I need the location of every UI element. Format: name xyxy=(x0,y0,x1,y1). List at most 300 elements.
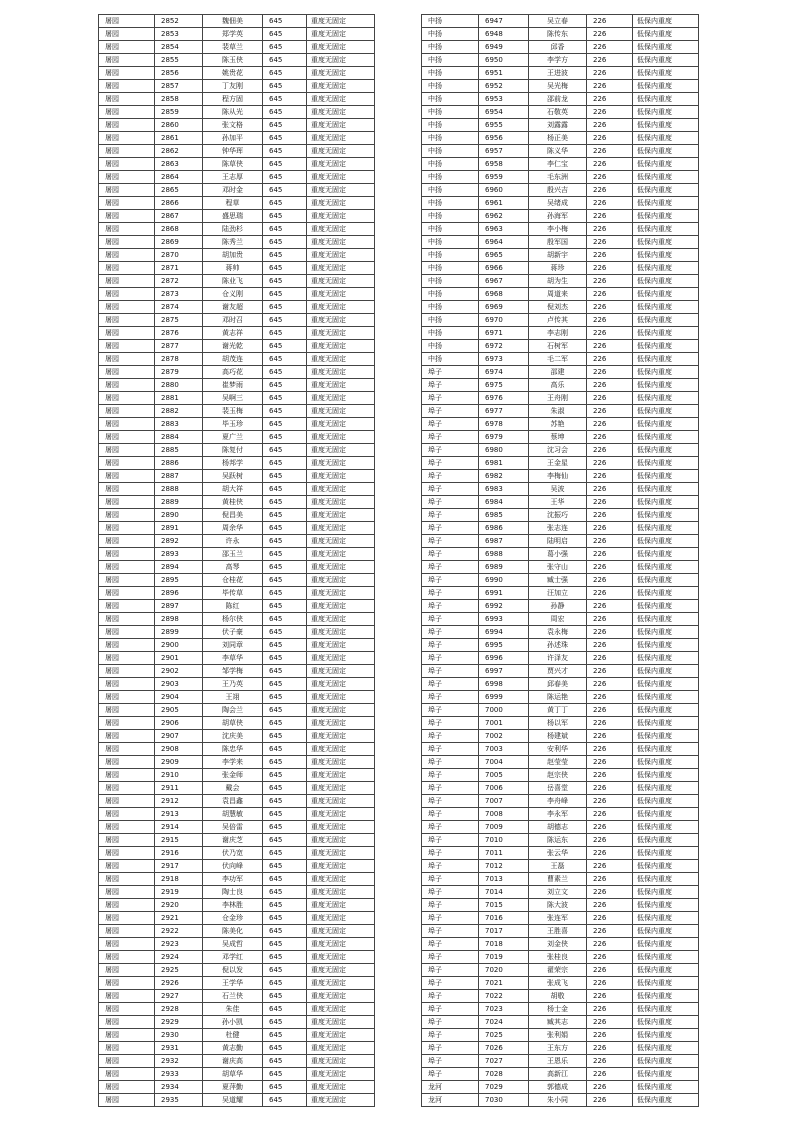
serial-number-cell: 6995 xyxy=(479,639,529,652)
serial-number-cell: 7021 xyxy=(479,977,529,990)
table-row xyxy=(99,626,375,639)
town-cell: 屠园 xyxy=(99,691,155,704)
serial-number-cell: 2885 xyxy=(155,444,203,457)
name-cell: 陶士良 xyxy=(203,886,263,899)
town-cell: 埠子 xyxy=(422,912,479,925)
name-cell: 臧士强 xyxy=(529,574,587,587)
amount-cell: 645 xyxy=(263,652,307,665)
town-cell: 埠子 xyxy=(422,678,479,691)
town-cell: 埠子 xyxy=(422,964,479,977)
serial-number-cell: 2929 xyxy=(155,1016,203,1029)
serial-number-cell: 2934 xyxy=(155,1081,203,1094)
amount-cell: 226 xyxy=(587,574,633,587)
town-cell: 埠子 xyxy=(422,1016,479,1029)
serial-number-cell: 2895 xyxy=(155,574,203,587)
category-cell: 低保内重度 xyxy=(633,379,699,392)
name-cell: 陆明启 xyxy=(529,535,587,548)
category-cell: 重度无固定 xyxy=(307,665,375,678)
serial-number-cell: 7012 xyxy=(479,860,529,873)
town-cell: 屠园 xyxy=(99,314,155,327)
table-row xyxy=(422,366,699,379)
serial-number-cell: 2931 xyxy=(155,1042,203,1055)
serial-number-cell: 2908 xyxy=(155,743,203,756)
table-row xyxy=(422,808,699,821)
table-row xyxy=(422,561,699,574)
name-cell: 邓学红 xyxy=(203,951,263,964)
amount-cell: 645 xyxy=(263,756,307,769)
serial-number-cell: 7014 xyxy=(479,886,529,899)
table-row xyxy=(422,613,699,626)
table-row xyxy=(99,249,375,262)
name-cell: 葛小强 xyxy=(529,548,587,561)
category-cell: 低保内重度 xyxy=(633,1055,699,1068)
name-cell: 朱淑 xyxy=(529,405,587,418)
category-cell: 低保内重度 xyxy=(633,600,699,613)
name-cell: 沈振巧 xyxy=(529,509,587,522)
name-cell: 孙小凯 xyxy=(203,1016,263,1029)
table-row xyxy=(422,54,699,67)
name-cell: 杨以军 xyxy=(529,717,587,730)
serial-number-cell: 2864 xyxy=(155,171,203,184)
category-cell: 重度无固定 xyxy=(307,15,375,28)
amount-cell: 226 xyxy=(587,561,633,574)
amount-cell: 226 xyxy=(587,431,633,444)
category-cell: 低保内重度 xyxy=(633,1081,699,1094)
name-cell: 谢友超 xyxy=(203,301,263,314)
serial-number-cell: 2870 xyxy=(155,249,203,262)
category-cell: 重度无固定 xyxy=(307,938,375,951)
amount-cell: 226 xyxy=(587,67,633,80)
category-cell: 重度无固定 xyxy=(307,704,375,717)
town-cell: 中扬 xyxy=(422,353,479,366)
town-cell: 屠园 xyxy=(99,249,155,262)
category-cell: 重度无固定 xyxy=(307,834,375,847)
serial-number-cell: 2882 xyxy=(155,405,203,418)
table-row xyxy=(422,1094,699,1107)
town-cell: 屠园 xyxy=(99,704,155,717)
amount-cell: 645 xyxy=(263,665,307,678)
serial-number-cell: 6987 xyxy=(479,535,529,548)
serial-number-cell: 6956 xyxy=(479,132,529,145)
category-cell: 低保内重度 xyxy=(633,353,699,366)
town-cell: 屠园 xyxy=(99,574,155,587)
name-cell: 王胜喜 xyxy=(529,925,587,938)
table-row xyxy=(99,613,375,626)
category-cell: 低保内重度 xyxy=(633,691,699,704)
category-cell: 低保内重度 xyxy=(633,886,699,899)
amount-cell: 645 xyxy=(263,782,307,795)
amount-cell: 226 xyxy=(587,873,633,886)
town-cell: 屠园 xyxy=(99,119,155,132)
name-cell: 胡草侠 xyxy=(203,717,263,730)
town-cell: 埠子 xyxy=(422,431,479,444)
roster-table-right xyxy=(421,14,699,1107)
serial-number-cell: 2900 xyxy=(155,639,203,652)
serial-number-cell: 2854 xyxy=(155,41,203,54)
category-cell: 重度无固定 xyxy=(307,197,375,210)
serial-number-cell: 6990 xyxy=(479,574,529,587)
category-cell: 低保内重度 xyxy=(633,535,699,548)
table-row xyxy=(99,769,375,782)
name-cell: 王恩乐 xyxy=(529,1055,587,1068)
category-cell: 低保内重度 xyxy=(633,275,699,288)
town-cell: 埠子 xyxy=(422,1042,479,1055)
category-cell: 重度无固定 xyxy=(307,1029,375,1042)
name-cell: 安利华 xyxy=(529,743,587,756)
amount-cell: 645 xyxy=(263,1094,307,1107)
name-cell: 汪加立 xyxy=(529,587,587,600)
name-cell: 石敬英 xyxy=(529,106,587,119)
serial-number-cell: 6989 xyxy=(479,561,529,574)
amount-cell: 645 xyxy=(263,535,307,548)
serial-number-cell: 2894 xyxy=(155,561,203,574)
table-row xyxy=(99,925,375,938)
category-cell: 低保内重度 xyxy=(633,327,699,340)
table-row xyxy=(99,899,375,912)
name-cell: 伏乃宽 xyxy=(203,847,263,860)
category-cell: 重度无固定 xyxy=(307,106,375,119)
category-cell: 低保内重度 xyxy=(633,1042,699,1055)
category-cell: 重度无固定 xyxy=(307,262,375,275)
serial-number-cell: 7010 xyxy=(479,834,529,847)
amount-cell: 645 xyxy=(263,496,307,509)
town-cell: 屠园 xyxy=(99,509,155,522)
serial-number-cell: 2910 xyxy=(155,769,203,782)
name-cell: 高巧花 xyxy=(203,366,263,379)
category-cell: 低保内重度 xyxy=(633,743,699,756)
table-row xyxy=(99,418,375,431)
town-cell: 中扬 xyxy=(422,41,479,54)
name-cell: 石树军 xyxy=(529,340,587,353)
town-cell: 屠园 xyxy=(99,418,155,431)
table-row xyxy=(422,652,699,665)
table-row xyxy=(99,340,375,353)
category-cell: 重度无固定 xyxy=(307,1016,375,1029)
name-cell: 蔡坤 xyxy=(529,431,587,444)
serial-number-cell: 2907 xyxy=(155,730,203,743)
amount-cell: 645 xyxy=(263,587,307,600)
table-row xyxy=(99,1016,375,1029)
amount-cell: 226 xyxy=(587,340,633,353)
name-cell: 周宏 xyxy=(529,613,587,626)
town-cell: 屠园 xyxy=(99,340,155,353)
serial-number-cell: 2919 xyxy=(155,886,203,899)
serial-number-cell: 2909 xyxy=(155,756,203,769)
category-cell: 低保内重度 xyxy=(633,704,699,717)
serial-number-cell: 6963 xyxy=(479,223,529,236)
name-cell: 杨建斌 xyxy=(529,730,587,743)
table-row xyxy=(99,457,375,470)
amount-cell: 645 xyxy=(263,730,307,743)
serial-number-cell: 2884 xyxy=(155,431,203,444)
town-cell: 中扬 xyxy=(422,80,479,93)
serial-number-cell: 6977 xyxy=(479,405,529,418)
town-cell: 埠子 xyxy=(422,509,479,522)
serial-number-cell: 6978 xyxy=(479,418,529,431)
category-cell: 重度无固定 xyxy=(307,626,375,639)
category-cell: 低保内重度 xyxy=(633,210,699,223)
serial-number-cell: 7013 xyxy=(479,873,529,886)
table-row xyxy=(99,67,375,80)
category-cell: 低保内重度 xyxy=(633,236,699,249)
category-cell: 低保内重度 xyxy=(633,1016,699,1029)
name-cell: 胡慧敏 xyxy=(203,808,263,821)
town-cell: 屠园 xyxy=(99,925,155,938)
amount-cell: 645 xyxy=(263,158,307,171)
serial-number-cell: 6960 xyxy=(479,184,529,197)
amount-cell: 645 xyxy=(263,67,307,80)
table-row xyxy=(422,990,699,1003)
category-cell: 低保内重度 xyxy=(633,93,699,106)
serial-number-cell: 6951 xyxy=(479,67,529,80)
category-cell: 低保内重度 xyxy=(633,15,699,28)
serial-number-cell: 6970 xyxy=(479,314,529,327)
category-cell: 低保内重度 xyxy=(633,665,699,678)
category-cell: 重度无固定 xyxy=(307,652,375,665)
town-cell: 埠子 xyxy=(422,600,479,613)
name-cell: 张金师 xyxy=(203,769,263,782)
serial-number-cell: 2858 xyxy=(155,93,203,106)
name-cell: 陈红 xyxy=(203,600,263,613)
category-cell: 重度无固定 xyxy=(307,119,375,132)
amount-cell: 226 xyxy=(587,756,633,769)
amount-cell: 226 xyxy=(587,145,633,158)
serial-number-cell: 6983 xyxy=(479,483,529,496)
table-row xyxy=(422,1042,699,1055)
table-row xyxy=(99,158,375,171)
table-row xyxy=(422,275,699,288)
serial-number-cell: 2933 xyxy=(155,1068,203,1081)
serial-number-cell: 2927 xyxy=(155,990,203,1003)
table-row xyxy=(422,223,699,236)
serial-number-cell: 2879 xyxy=(155,366,203,379)
serial-number-cell: 2913 xyxy=(155,808,203,821)
serial-number-cell: 6957 xyxy=(479,145,529,158)
category-cell: 重度无固定 xyxy=(307,639,375,652)
name-cell: 郑学英 xyxy=(203,28,263,41)
table-row xyxy=(422,704,699,717)
serial-number-cell: 2886 xyxy=(155,457,203,470)
serial-number-cell: 6992 xyxy=(479,600,529,613)
roster-table-right-body xyxy=(422,15,699,1107)
table-row xyxy=(422,574,699,587)
town-cell: 屠园 xyxy=(99,483,155,496)
category-cell: 重度无固定 xyxy=(307,951,375,964)
category-cell: 重度无固定 xyxy=(307,782,375,795)
table-row xyxy=(99,1029,375,1042)
category-cell: 重度无固定 xyxy=(307,392,375,405)
serial-number-cell: 6952 xyxy=(479,80,529,93)
category-cell: 低保内重度 xyxy=(633,626,699,639)
serial-number-cell: 6955 xyxy=(479,119,529,132)
town-cell: 屠园 xyxy=(99,366,155,379)
name-cell: 杜健 xyxy=(203,1029,263,1042)
name-cell: 沈习会 xyxy=(529,444,587,457)
table-row xyxy=(422,522,699,535)
town-cell: 埠子 xyxy=(422,444,479,457)
town-cell: 埠子 xyxy=(422,626,479,639)
serial-number-cell: 2876 xyxy=(155,327,203,340)
table-row xyxy=(422,470,699,483)
name-cell: 夏广兰 xyxy=(203,431,263,444)
table-row xyxy=(99,977,375,990)
name-cell: 陈大波 xyxy=(529,899,587,912)
amount-cell: 645 xyxy=(263,41,307,54)
town-cell: 屠园 xyxy=(99,912,155,925)
amount-cell: 226 xyxy=(587,249,633,262)
amount-cell: 645 xyxy=(263,15,307,28)
table-row xyxy=(99,743,375,756)
serial-number-cell: 2863 xyxy=(155,158,203,171)
amount-cell: 226 xyxy=(587,1003,633,1016)
amount-cell: 645 xyxy=(263,327,307,340)
serial-number-cell: 6961 xyxy=(479,197,529,210)
town-cell: 屠园 xyxy=(99,977,155,990)
amount-cell: 645 xyxy=(263,743,307,756)
amount-cell: 226 xyxy=(587,795,633,808)
name-cell: 孙述珠 xyxy=(529,639,587,652)
amount-cell: 226 xyxy=(587,197,633,210)
table-row xyxy=(422,743,699,756)
town-cell: 屠园 xyxy=(99,652,155,665)
amount-cell: 645 xyxy=(263,886,307,899)
town-cell: 屠园 xyxy=(99,470,155,483)
town-cell: 埠子 xyxy=(422,847,479,860)
category-cell: 低保内重度 xyxy=(633,678,699,691)
town-cell: 屠园 xyxy=(99,210,155,223)
name-cell: 陆劲杉 xyxy=(203,223,263,236)
table-row xyxy=(99,145,375,158)
category-cell: 重度无固定 xyxy=(307,769,375,782)
table-row xyxy=(99,522,375,535)
category-cell: 重度无固定 xyxy=(307,184,375,197)
amount-cell: 645 xyxy=(263,93,307,106)
name-cell: 朱佳 xyxy=(203,1003,263,1016)
town-cell: 屠园 xyxy=(99,561,155,574)
category-cell: 重度无固定 xyxy=(307,1042,375,1055)
town-cell: 屠园 xyxy=(99,28,155,41)
category-cell: 重度无固定 xyxy=(307,236,375,249)
amount-cell: 226 xyxy=(587,483,633,496)
serial-number-cell: 2903 xyxy=(155,678,203,691)
serial-number-cell: 7011 xyxy=(479,847,529,860)
name-cell: 毕玉珍 xyxy=(203,418,263,431)
serial-number-cell: 2867 xyxy=(155,210,203,223)
amount-cell: 226 xyxy=(587,522,633,535)
town-cell: 屠园 xyxy=(99,600,155,613)
town-cell: 埠子 xyxy=(422,834,479,847)
town-cell: 埠子 xyxy=(422,938,479,951)
category-cell: 重度无固定 xyxy=(307,1003,375,1016)
serial-number-cell: 6974 xyxy=(479,366,529,379)
name-cell: 姚贵花 xyxy=(203,67,263,80)
town-cell: 屠园 xyxy=(99,535,155,548)
amount-cell: 645 xyxy=(263,769,307,782)
town-cell: 埠子 xyxy=(422,977,479,990)
name-cell: 程草 xyxy=(203,197,263,210)
serial-number-cell: 6979 xyxy=(479,431,529,444)
table-row xyxy=(99,704,375,717)
town-cell: 屠园 xyxy=(99,964,155,977)
table-row xyxy=(422,379,699,392)
amount-cell: 226 xyxy=(587,899,633,912)
serial-number-cell: 2871 xyxy=(155,262,203,275)
name-cell: 李功军 xyxy=(203,873,263,886)
amount-cell: 645 xyxy=(263,938,307,951)
town-cell: 埠子 xyxy=(422,392,479,405)
category-cell: 重度无固定 xyxy=(307,145,375,158)
amount-cell: 226 xyxy=(587,54,633,67)
category-cell: 重度无固定 xyxy=(307,756,375,769)
table-row xyxy=(422,1003,699,1016)
name-cell: 仓金珍 xyxy=(203,912,263,925)
name-cell: 李林胜 xyxy=(203,899,263,912)
name-cell: 杨尔侠 xyxy=(203,613,263,626)
name-cell: 王进波 xyxy=(529,67,587,80)
serial-number-cell: 2869 xyxy=(155,236,203,249)
name-cell: 高琴 xyxy=(203,561,263,574)
name-cell: 杨士金 xyxy=(529,1003,587,1016)
table-row xyxy=(99,236,375,249)
table-row xyxy=(422,15,699,28)
town-cell: 埠子 xyxy=(422,1029,479,1042)
table-row xyxy=(422,821,699,834)
name-cell: 魏佃美 xyxy=(203,15,263,28)
amount-cell: 645 xyxy=(263,379,307,392)
serial-number-cell: 7020 xyxy=(479,964,529,977)
amount-cell: 226 xyxy=(587,184,633,197)
category-cell: 低保内重度 xyxy=(633,899,699,912)
serial-number-cell: 6986 xyxy=(479,522,529,535)
serial-number-cell: 6971 xyxy=(479,327,529,340)
category-cell: 重度无固定 xyxy=(307,327,375,340)
town-cell: 中扬 xyxy=(422,106,479,119)
amount-cell: 645 xyxy=(263,925,307,938)
serial-number-cell: 6975 xyxy=(479,379,529,392)
category-cell: 低保内重度 xyxy=(633,769,699,782)
name-cell: 吴跃树 xyxy=(203,470,263,483)
category-cell: 重度无固定 xyxy=(307,808,375,821)
town-cell: 埠子 xyxy=(422,470,479,483)
table-row xyxy=(99,1003,375,1016)
category-cell: 低保内重度 xyxy=(633,67,699,80)
town-cell: 屠园 xyxy=(99,1029,155,1042)
serial-number-cell: 2866 xyxy=(155,197,203,210)
name-cell: 仓桂花 xyxy=(203,574,263,587)
name-cell: 许泽友 xyxy=(529,652,587,665)
serial-number-cell: 2865 xyxy=(155,184,203,197)
serial-number-cell: 6964 xyxy=(479,236,529,249)
name-cell: 袁永梅 xyxy=(529,626,587,639)
serial-number-cell: 6982 xyxy=(479,470,529,483)
table-row xyxy=(99,1042,375,1055)
category-cell: 低保内重度 xyxy=(633,314,699,327)
category-cell: 重度无固定 xyxy=(307,860,375,873)
table-row xyxy=(422,496,699,509)
category-cell: 低保内重度 xyxy=(633,821,699,834)
town-cell: 埠子 xyxy=(422,457,479,470)
category-cell: 重度无固定 xyxy=(307,691,375,704)
amount-cell: 645 xyxy=(263,54,307,67)
name-cell: 殷军国 xyxy=(529,236,587,249)
town-cell: 龙河 xyxy=(422,1094,479,1107)
amount-cell: 645 xyxy=(263,977,307,990)
amount-cell: 645 xyxy=(263,405,307,418)
table-row xyxy=(422,691,699,704)
town-cell: 埠子 xyxy=(422,899,479,912)
table-row xyxy=(422,80,699,93)
table-row xyxy=(99,41,375,54)
